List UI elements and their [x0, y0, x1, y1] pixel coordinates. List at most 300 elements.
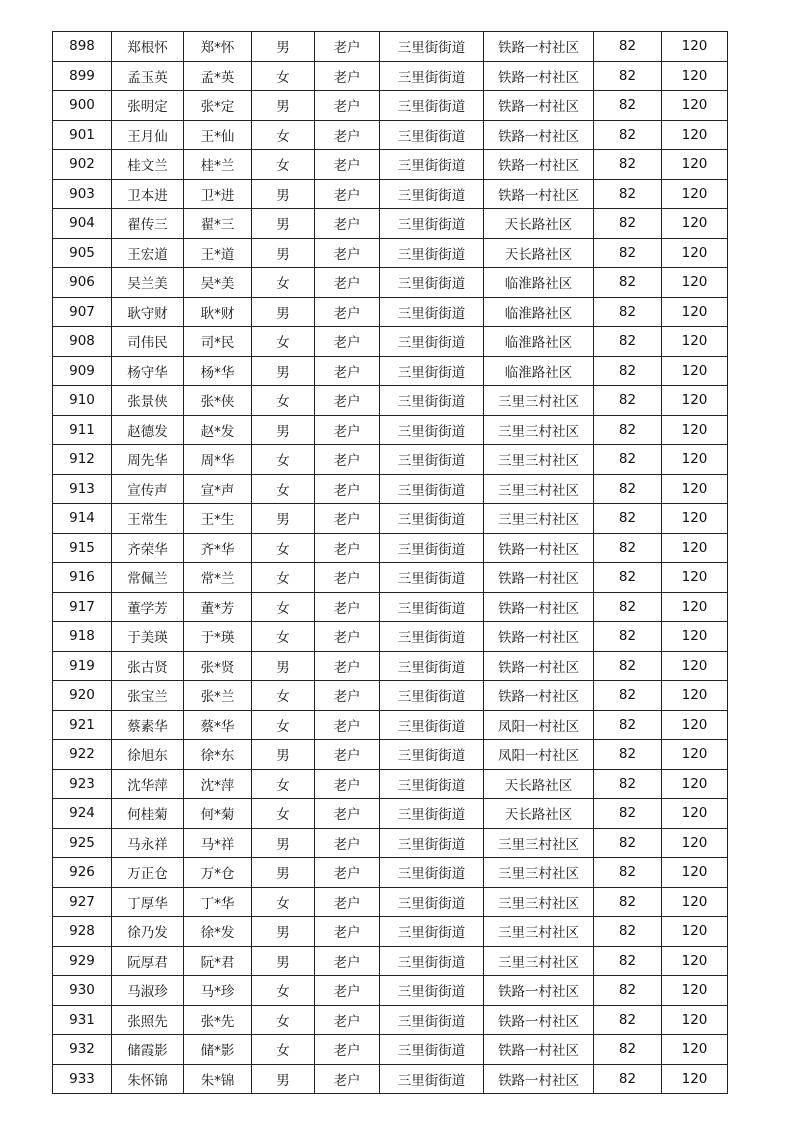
table-row — [53, 297, 728, 327]
table-row — [53, 769, 728, 799]
gender-cell: 女 — [252, 386, 315, 416]
age-cell: 82 — [594, 1005, 662, 1035]
gender-cell: 女 — [252, 533, 315, 563]
subdistrict-cell: 三里街街道 — [380, 327, 484, 357]
amount-cell: 120 — [662, 474, 728, 504]
full-name-cell: 桂文兰 — [112, 150, 184, 180]
row-number-cell: 913 — [53, 474, 112, 504]
table-row — [53, 209, 728, 239]
gender-cell: 男 — [252, 238, 315, 268]
gender-cell: 女 — [252, 563, 315, 593]
row-number-cell: 921 — [53, 710, 112, 740]
masked-name-cell: 王*仙 — [184, 120, 252, 150]
gender-cell: 女 — [252, 681, 315, 711]
amount-cell: 120 — [662, 179, 728, 209]
household-type-cell: 老户 — [315, 592, 380, 622]
gender-cell: 女 — [252, 976, 315, 1006]
amount-cell: 120 — [662, 61, 728, 91]
household-type-cell: 老户 — [315, 1035, 380, 1065]
gender-cell: 女 — [252, 799, 315, 829]
row-number-cell: 928 — [53, 917, 112, 947]
amount-cell: 120 — [662, 209, 728, 239]
full-name-cell: 马淑珍 — [112, 976, 184, 1006]
household-type-cell: 老户 — [315, 828, 380, 858]
masked-name-cell: 储*影 — [184, 1035, 252, 1065]
community-cell: 铁路一村社区 — [484, 681, 594, 711]
full-name-cell: 储霞影 — [112, 1035, 184, 1065]
amount-cell: 120 — [662, 120, 728, 150]
community-cell: 铁路一村社区 — [484, 563, 594, 593]
amount-cell: 120 — [662, 1064, 728, 1094]
age-cell: 82 — [594, 474, 662, 504]
amount-cell: 120 — [662, 327, 728, 357]
masked-name-cell: 杨*华 — [184, 356, 252, 386]
gender-cell: 女 — [252, 120, 315, 150]
amount-cell: 120 — [662, 740, 728, 770]
subdistrict-cell: 三里街街道 — [380, 474, 484, 504]
household-type-cell: 老户 — [315, 415, 380, 445]
community-cell: 铁路一村社区 — [484, 651, 594, 681]
subdistrict-cell: 三里街街道 — [380, 1005, 484, 1035]
full-name-cell: 于美瑛 — [112, 622, 184, 652]
masked-name-cell: 于*瑛 — [184, 622, 252, 652]
full-name-cell: 宣传声 — [112, 474, 184, 504]
amount-cell: 120 — [662, 445, 728, 475]
row-number-cell: 930 — [53, 976, 112, 1006]
masked-name-cell: 马*珍 — [184, 976, 252, 1006]
table-row — [53, 504, 728, 534]
masked-name-cell: 周*华 — [184, 445, 252, 475]
subdistrict-cell: 三里街街道 — [380, 179, 484, 209]
masked-name-cell: 蔡*华 — [184, 710, 252, 740]
table-row — [53, 858, 728, 888]
age-cell: 82 — [594, 887, 662, 917]
age-cell: 82 — [594, 238, 662, 268]
full-name-cell: 何桂菊 — [112, 799, 184, 829]
full-name-cell: 丁厚华 — [112, 887, 184, 917]
row-number-cell: 918 — [53, 622, 112, 652]
row-number-cell: 923 — [53, 769, 112, 799]
gender-cell: 男 — [252, 297, 315, 327]
table-row — [53, 120, 728, 150]
gender-cell: 女 — [252, 887, 315, 917]
community-cell: 铁路一村社区 — [484, 1035, 594, 1065]
masked-name-cell: 徐*发 — [184, 917, 252, 947]
gender-cell: 女 — [252, 1005, 315, 1035]
amount-cell: 120 — [662, 769, 728, 799]
masked-name-cell: 马*祥 — [184, 828, 252, 858]
age-cell: 82 — [594, 1035, 662, 1065]
gender-cell: 女 — [252, 769, 315, 799]
household-type-cell: 老户 — [315, 858, 380, 888]
full-name-cell: 阮厚君 — [112, 946, 184, 976]
amount-cell: 120 — [662, 622, 728, 652]
table-row — [53, 327, 728, 357]
community-cell: 凤阳一村社区 — [484, 740, 594, 770]
table-row — [53, 415, 728, 445]
subdistrict-cell: 三里街街道 — [380, 592, 484, 622]
table-row — [53, 445, 728, 475]
age-cell: 82 — [594, 297, 662, 327]
gender-cell: 女 — [252, 474, 315, 504]
table-row — [53, 563, 728, 593]
full-name-cell: 翟传三 — [112, 209, 184, 239]
row-number-cell: 922 — [53, 740, 112, 770]
household-type-cell: 老户 — [315, 710, 380, 740]
community-cell: 铁路一村社区 — [484, 150, 594, 180]
full-name-cell: 赵德发 — [112, 415, 184, 445]
gender-cell: 男 — [252, 651, 315, 681]
community-cell: 临淮路社区 — [484, 268, 594, 298]
community-cell: 铁路一村社区 — [484, 32, 594, 62]
community-cell: 三里三村社区 — [484, 386, 594, 416]
masked-name-cell: 卫*进 — [184, 179, 252, 209]
amount-cell: 120 — [662, 681, 728, 711]
amount-cell: 120 — [662, 415, 728, 445]
gender-cell: 男 — [252, 828, 315, 858]
household-type-cell: 老户 — [315, 917, 380, 947]
subdistrict-cell: 三里街街道 — [380, 268, 484, 298]
household-type-cell: 老户 — [315, 887, 380, 917]
amount-cell: 120 — [662, 356, 728, 386]
age-cell: 82 — [594, 769, 662, 799]
community-cell: 铁路一村社区 — [484, 91, 594, 121]
amount-cell: 120 — [662, 828, 728, 858]
amount-cell: 120 — [662, 563, 728, 593]
community-cell: 三里三村社区 — [484, 504, 594, 534]
age-cell: 82 — [594, 592, 662, 622]
row-number-cell: 925 — [53, 828, 112, 858]
full-name-cell: 王月仙 — [112, 120, 184, 150]
subdistrict-cell: 三里街街道 — [380, 386, 484, 416]
amount-cell: 120 — [662, 32, 728, 62]
household-type-cell: 老户 — [315, 681, 380, 711]
age-cell: 82 — [594, 533, 662, 563]
subdistrict-cell: 三里街街道 — [380, 504, 484, 534]
full-name-cell: 朱怀锦 — [112, 1064, 184, 1094]
household-type-cell: 老户 — [315, 32, 380, 62]
community-cell: 三里三村社区 — [484, 474, 594, 504]
gender-cell: 男 — [252, 1064, 315, 1094]
age-cell: 82 — [594, 179, 662, 209]
gender-cell: 女 — [252, 61, 315, 91]
row-number-cell: 917 — [53, 592, 112, 622]
full-name-cell: 董学芳 — [112, 592, 184, 622]
age-cell: 82 — [594, 356, 662, 386]
row-number-cell: 910 — [53, 386, 112, 416]
household-type-cell: 老户 — [315, 445, 380, 475]
subdistrict-cell: 三里街街道 — [380, 858, 484, 888]
amount-cell: 120 — [662, 917, 728, 947]
row-number-cell: 920 — [53, 681, 112, 711]
community-cell: 铁路一村社区 — [484, 592, 594, 622]
row-number-cell: 933 — [53, 1064, 112, 1094]
subdistrict-cell: 三里街街道 — [380, 946, 484, 976]
gender-cell: 男 — [252, 504, 315, 534]
age-cell: 82 — [594, 61, 662, 91]
masked-name-cell: 阮*君 — [184, 946, 252, 976]
full-name-cell: 周先华 — [112, 445, 184, 475]
household-type-cell: 老户 — [315, 268, 380, 298]
community-cell: 三里三村社区 — [484, 858, 594, 888]
table-row — [53, 710, 728, 740]
household-type-cell: 老户 — [315, 91, 380, 121]
row-number-cell: 919 — [53, 651, 112, 681]
full-name-cell: 常佩兰 — [112, 563, 184, 593]
subdistrict-cell: 三里街街道 — [380, 799, 484, 829]
masked-name-cell: 孟*英 — [184, 61, 252, 91]
gender-cell: 男 — [252, 179, 315, 209]
community-cell: 三里三村社区 — [484, 445, 594, 475]
full-name-cell: 张照先 — [112, 1005, 184, 1035]
community-cell: 凤阳一村社区 — [484, 710, 594, 740]
household-type-cell: 老户 — [315, 504, 380, 534]
full-name-cell: 徐乃发 — [112, 917, 184, 947]
subdistrict-cell: 三里街街道 — [380, 32, 484, 62]
community-cell: 临淮路社区 — [484, 356, 594, 386]
masked-name-cell: 万*仓 — [184, 858, 252, 888]
table-row — [53, 1064, 728, 1094]
masked-name-cell: 张*兰 — [184, 681, 252, 711]
amount-cell: 120 — [662, 238, 728, 268]
amount-cell: 120 — [662, 1035, 728, 1065]
full-name-cell: 郑根怀 — [112, 32, 184, 62]
household-type-cell: 老户 — [315, 120, 380, 150]
gender-cell: 男 — [252, 946, 315, 976]
gender-cell: 男 — [252, 415, 315, 445]
household-type-cell: 老户 — [315, 61, 380, 91]
age-cell: 82 — [594, 268, 662, 298]
subdistrict-cell: 三里街街道 — [380, 445, 484, 475]
row-number-cell: 905 — [53, 238, 112, 268]
table-row — [53, 651, 728, 681]
masked-name-cell: 沈*萍 — [184, 769, 252, 799]
full-name-cell: 孟玉英 — [112, 61, 184, 91]
household-type-cell: 老户 — [315, 976, 380, 1006]
table-row — [53, 976, 728, 1006]
subdistrict-cell: 三里街街道 — [380, 563, 484, 593]
amount-cell: 120 — [662, 386, 728, 416]
amount-cell: 120 — [662, 1005, 728, 1035]
age-cell: 82 — [594, 1064, 662, 1094]
row-number-cell: 926 — [53, 858, 112, 888]
household-type-cell: 老户 — [315, 327, 380, 357]
community-cell: 三里三村社区 — [484, 415, 594, 445]
subdistrict-cell: 三里街街道 — [380, 238, 484, 268]
masked-name-cell: 张*定 — [184, 91, 252, 121]
full-name-cell: 司伟民 — [112, 327, 184, 357]
row-number-cell: 911 — [53, 415, 112, 445]
full-name-cell: 卫本进 — [112, 179, 184, 209]
row-number-cell: 927 — [53, 887, 112, 917]
amount-cell: 120 — [662, 268, 728, 298]
household-type-cell: 老户 — [315, 769, 380, 799]
household-type-cell: 老户 — [315, 533, 380, 563]
row-number-cell: 924 — [53, 799, 112, 829]
gender-cell: 女 — [252, 327, 315, 357]
age-cell: 82 — [594, 32, 662, 62]
age-cell: 82 — [594, 622, 662, 652]
full-name-cell: 蔡素华 — [112, 710, 184, 740]
table-row — [53, 32, 728, 62]
amount-cell: 120 — [662, 710, 728, 740]
community-cell: 铁路一村社区 — [484, 622, 594, 652]
full-name-cell: 耿守财 — [112, 297, 184, 327]
amount-cell: 120 — [662, 91, 728, 121]
subdistrict-cell: 三里街街道 — [380, 651, 484, 681]
household-type-cell: 老户 — [315, 799, 380, 829]
gender-cell: 男 — [252, 91, 315, 121]
amount-cell: 120 — [662, 297, 728, 327]
table-row — [53, 61, 728, 91]
masked-name-cell: 徐*东 — [184, 740, 252, 770]
row-number-cell: 915 — [53, 533, 112, 563]
full-name-cell: 张景侠 — [112, 386, 184, 416]
amount-cell: 120 — [662, 946, 728, 976]
community-cell: 临淮路社区 — [484, 297, 594, 327]
community-cell: 铁路一村社区 — [484, 976, 594, 1006]
table-row — [53, 533, 728, 563]
age-cell: 82 — [594, 976, 662, 1006]
household-type-cell: 老户 — [315, 1064, 380, 1094]
full-name-cell: 张古贤 — [112, 651, 184, 681]
row-number-cell: 931 — [53, 1005, 112, 1035]
masked-name-cell: 齐*华 — [184, 533, 252, 563]
full-name-cell: 马永祥 — [112, 828, 184, 858]
table-row — [53, 1005, 728, 1035]
age-cell: 82 — [594, 799, 662, 829]
subdistrict-cell: 三里街街道 — [380, 681, 484, 711]
table-row — [53, 828, 728, 858]
household-type-cell: 老户 — [315, 356, 380, 386]
community-cell: 天长路社区 — [484, 209, 594, 239]
community-cell: 铁路一村社区 — [484, 533, 594, 563]
full-name-cell: 沈华萍 — [112, 769, 184, 799]
gender-cell: 男 — [252, 740, 315, 770]
row-number-cell: 898 — [53, 32, 112, 62]
age-cell: 82 — [594, 150, 662, 180]
community-cell: 铁路一村社区 — [484, 1064, 594, 1094]
amount-cell: 120 — [662, 150, 728, 180]
row-number-cell: 901 — [53, 120, 112, 150]
full-name-cell: 杨守华 — [112, 356, 184, 386]
table-row — [53, 946, 728, 976]
subdistrict-cell: 三里街街道 — [380, 297, 484, 327]
subdistrict-cell: 三里街街道 — [380, 209, 484, 239]
row-number-cell: 932 — [53, 1035, 112, 1065]
household-type-cell: 老户 — [315, 179, 380, 209]
community-cell: 铁路一村社区 — [484, 1005, 594, 1035]
table-row — [53, 386, 728, 416]
roster-table — [52, 31, 728, 1094]
row-number-cell: 914 — [53, 504, 112, 534]
gender-cell: 女 — [252, 710, 315, 740]
community-cell: 三里三村社区 — [484, 917, 594, 947]
masked-name-cell: 张*贤 — [184, 651, 252, 681]
age-cell: 82 — [594, 504, 662, 534]
roster-body — [53, 32, 728, 1094]
age-cell: 82 — [594, 917, 662, 947]
full-name-cell: 徐旭东 — [112, 740, 184, 770]
amount-cell: 120 — [662, 651, 728, 681]
community-cell: 三里三村社区 — [484, 828, 594, 858]
subdistrict-cell: 三里街街道 — [380, 769, 484, 799]
age-cell: 82 — [594, 681, 662, 711]
household-type-cell: 老户 — [315, 150, 380, 180]
full-name-cell: 王常生 — [112, 504, 184, 534]
community-cell: 天长路社区 — [484, 238, 594, 268]
row-number-cell: 907 — [53, 297, 112, 327]
subdistrict-cell: 三里街街道 — [380, 710, 484, 740]
household-type-cell: 老户 — [315, 474, 380, 504]
masked-name-cell: 耿*财 — [184, 297, 252, 327]
gender-cell: 女 — [252, 622, 315, 652]
subdistrict-cell: 三里街街道 — [380, 622, 484, 652]
amount-cell: 120 — [662, 799, 728, 829]
full-name-cell: 齐荣华 — [112, 533, 184, 563]
gender-cell: 男 — [252, 356, 315, 386]
age-cell: 82 — [594, 946, 662, 976]
subdistrict-cell: 三里街街道 — [380, 917, 484, 947]
subdistrict-cell: 三里街街道 — [380, 887, 484, 917]
full-name-cell: 张明定 — [112, 91, 184, 121]
table-row — [53, 474, 728, 504]
row-number-cell: 929 — [53, 946, 112, 976]
table-row — [53, 681, 728, 711]
gender-cell: 男 — [252, 209, 315, 239]
row-number-cell: 902 — [53, 150, 112, 180]
community-cell: 三里三村社区 — [484, 887, 594, 917]
subdistrict-cell: 三里街街道 — [380, 976, 484, 1006]
household-type-cell: 老户 — [315, 651, 380, 681]
gender-cell: 女 — [252, 150, 315, 180]
masked-name-cell: 朱*锦 — [184, 1064, 252, 1094]
amount-cell: 120 — [662, 887, 728, 917]
masked-name-cell: 王*道 — [184, 238, 252, 268]
age-cell: 82 — [594, 740, 662, 770]
subdistrict-cell: 三里街街道 — [380, 61, 484, 91]
full-name-cell: 张宝兰 — [112, 681, 184, 711]
row-number-cell: 912 — [53, 445, 112, 475]
subdistrict-cell: 三里街街道 — [380, 91, 484, 121]
table-row — [53, 799, 728, 829]
age-cell: 82 — [594, 415, 662, 445]
gender-cell: 男 — [252, 858, 315, 888]
masked-name-cell: 翟*三 — [184, 209, 252, 239]
masked-name-cell: 赵*发 — [184, 415, 252, 445]
masked-name-cell: 王*生 — [184, 504, 252, 534]
row-number-cell: 899 — [53, 61, 112, 91]
table-row — [53, 238, 728, 268]
community-cell: 铁路一村社区 — [484, 120, 594, 150]
table-row — [53, 622, 728, 652]
full-name-cell: 万正仓 — [112, 858, 184, 888]
community-cell: 铁路一村社区 — [484, 61, 594, 91]
table-row — [53, 592, 728, 622]
age-cell: 82 — [594, 858, 662, 888]
full-name-cell: 王宏道 — [112, 238, 184, 268]
age-cell: 82 — [594, 563, 662, 593]
row-number-cell: 906 — [53, 268, 112, 298]
row-number-cell: 908 — [53, 327, 112, 357]
gender-cell: 女 — [252, 592, 315, 622]
community-cell: 天长路社区 — [484, 799, 594, 829]
masked-name-cell: 董*芳 — [184, 592, 252, 622]
age-cell: 82 — [594, 710, 662, 740]
community-cell: 三里三村社区 — [484, 946, 594, 976]
table-row — [53, 91, 728, 121]
community-cell: 铁路一村社区 — [484, 179, 594, 209]
